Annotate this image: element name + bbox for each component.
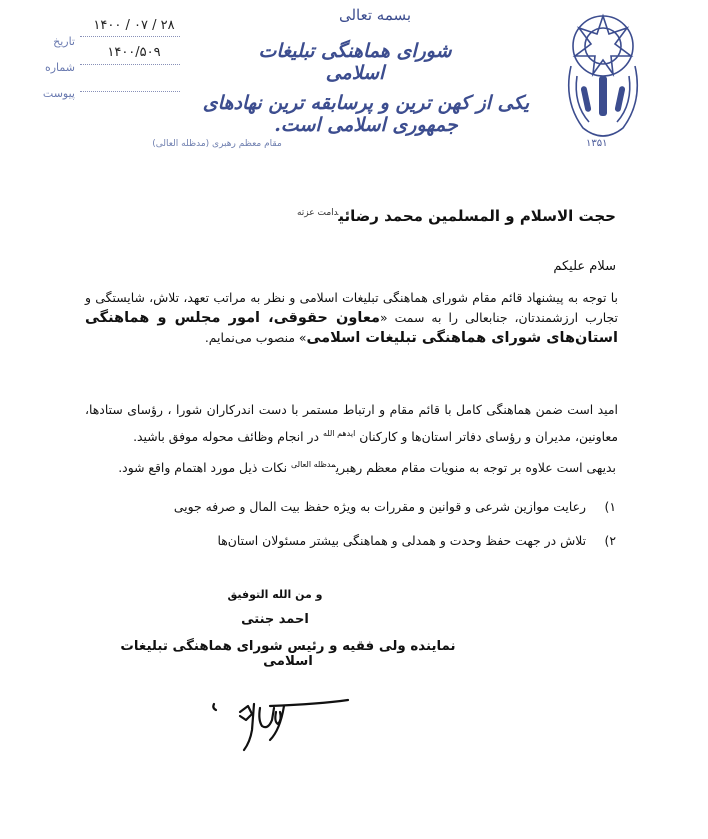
paragraph-appointment bbox=[85, 288, 618, 348]
organization-name: شورای هماهنگی تبلیغات اسلامی bbox=[258, 40, 452, 84]
emblem-graphic bbox=[553, 6, 653, 154]
basmala: بسمه تعالی bbox=[338, 6, 412, 24]
position-title: معاون حقوقی، امور مجلس و هماهنگی استان‌های شورای هماهنگی تبلیغات اسلامی bbox=[85, 310, 618, 346]
list-item bbox=[174, 499, 616, 514]
number-label: شماره bbox=[44, 61, 75, 74]
p2-honorific: ایدهم الله bbox=[322, 429, 356, 438]
attachment-label: پیوست bbox=[42, 87, 75, 100]
date-line bbox=[80, 36, 180, 37]
p2-a: امید است ضمن هماهنگی کامل با قائم مقام و ارتباط مستمر با دست اندرکاران شورا ، رؤسای ستادها، معاونین، مدیران و رؤسای دفاتر استان‌ها و کارکنان bbox=[85, 402, 618, 445]
emblem-year: ۱۳۵۱ bbox=[586, 138, 608, 149]
date-value: ۱۴۰۰ / ۰۷ / ۲۸ bbox=[93, 18, 175, 33]
list-item bbox=[217, 533, 616, 548]
list-item-text: رعایت موازین شرعی و قوانین و مقررات به ویژه حفظ بیت المال و صرفه جویی bbox=[173, 499, 587, 514]
addressee bbox=[297, 207, 616, 225]
p1-end: » منصوب می‌نمایم. bbox=[204, 330, 307, 345]
number-value: ۱۴۰۰/۵۰۹ bbox=[107, 45, 161, 60]
list-item-text: تلاش در جهت حفظ وحدت و همدلی و هماهنگی بیشتر مسئولان استان‌ها bbox=[217, 533, 587, 548]
addressee-name: حجت الاسلام و المسلمین محمد رضائی bbox=[338, 207, 616, 225]
closing-phrase: و من الله التوفیق bbox=[227, 588, 323, 601]
p1-start: با توجه به پیشنهاد قائم مقام شورای هماهنگی تبلیغات اسلامی و نظر به مراتب تعهد، تلاش، شایستگی و تجارب ارزشمندتان، جنابعالی را به سمت « bbox=[85, 290, 618, 325]
list-item-number: ۲) bbox=[604, 533, 616, 548]
handwritten-signature bbox=[200, 690, 360, 760]
organization-emblem bbox=[553, 6, 653, 154]
header-slogan: یکی از کهن ترین و پرسابقه ترین نهادهای جمهوری اسلامی است. bbox=[202, 92, 530, 136]
addressee-honorific: دامت عزته bbox=[296, 208, 339, 218]
attachment-line bbox=[80, 91, 180, 92]
p3-b: نکات ذیل مورد اهتمام واقع شود. bbox=[118, 460, 291, 476]
greeting: سلام علیکم bbox=[553, 259, 616, 274]
p3-a: بدیهی است علاوه بر توجه به منویات مقام معظم رهبری bbox=[335, 460, 616, 476]
signer-title: نماینده ولی فقیه و رئیس شورای هماهنگی تبلیغات اسلامی bbox=[120, 639, 456, 669]
slogan-source: مقام معظم رهبری (مدظله العالی) bbox=[152, 139, 282, 149]
paragraph-hope bbox=[85, 398, 618, 449]
number-line bbox=[80, 64, 180, 65]
date-label: تاریخ bbox=[53, 35, 75, 48]
list-item-number: ۱) bbox=[604, 499, 616, 514]
p2-b: در انجام وظائف محوله موفق باشید. bbox=[133, 429, 323, 445]
p3-honorific: مدظله العالی bbox=[291, 460, 336, 469]
paragraph-notes bbox=[118, 460, 616, 475]
signer-name: احمد جنتی bbox=[241, 612, 309, 627]
